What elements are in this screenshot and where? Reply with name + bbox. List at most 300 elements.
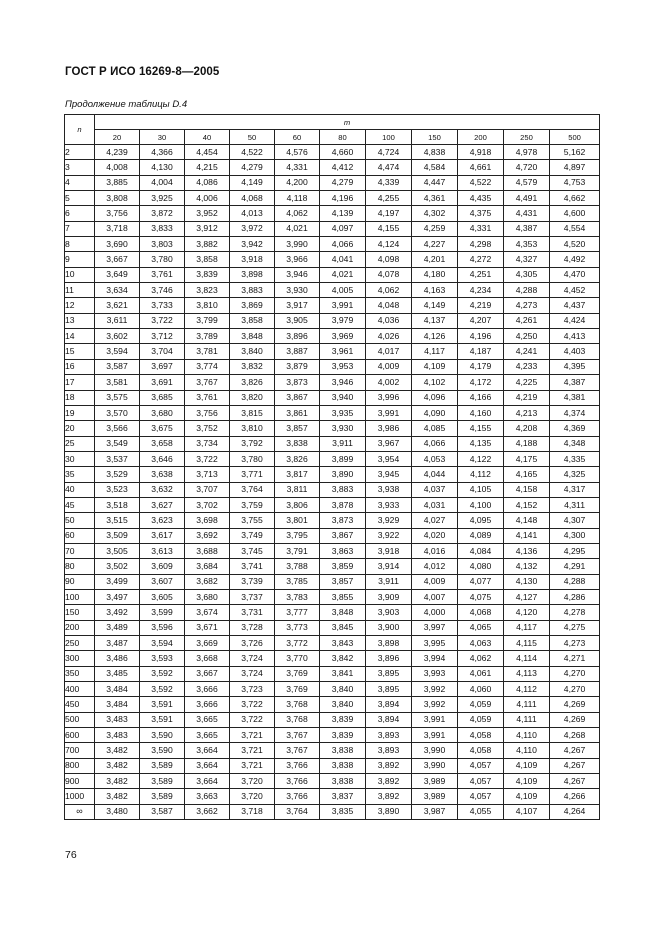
value-cell: 3,929 [366,513,412,528]
value-cell: 4,576 [275,145,320,160]
value-cell: 3,933 [366,497,412,512]
value-cell: 3,855 [320,589,366,604]
value-cell: 3,890 [320,467,366,482]
row-label-n: 350 [65,666,95,681]
value-cell: 3,702 [185,497,230,512]
table-row [65,497,600,512]
value-cell: 3,502 [95,559,140,574]
table-row [65,175,600,190]
value-cell: 3,722 [140,313,185,328]
value-cell: 3,911 [320,436,366,451]
value-cell: 3,801 [275,513,320,528]
value-cell: 4,275 [550,620,600,635]
value-cell: 3,737 [230,589,275,604]
value-cell: 3,587 [140,804,185,819]
column-header: 40 [185,130,230,145]
value-cell: 4,012 [412,559,458,574]
value-cell: 4,102 [412,375,458,390]
value-cell: 4,021 [275,221,320,236]
value-cell: 4,268 [550,728,600,743]
value-cell: 4,273 [550,636,600,651]
row-label-n: 50 [65,513,95,528]
value-cell: 4,097 [320,221,366,236]
value-cell: 4,127 [504,589,550,604]
value-cell: 4,661 [458,160,504,175]
value-cell: 3,788 [275,559,320,574]
value-cell: 4,058 [458,728,504,743]
value-cell: 3,766 [275,758,320,773]
value-cell: 3,724 [230,666,275,681]
value-cell: 4,137 [412,313,458,328]
value-cell: 3,720 [230,774,275,789]
value-cell: 3,485 [95,666,140,681]
value-cell: 3,722 [230,697,275,712]
value-cell: 3,890 [366,804,412,819]
table-body [65,145,600,820]
value-cell: 4,124 [366,237,412,252]
value-cell: 4,048 [366,298,412,313]
value-cell: 3,691 [140,375,185,390]
row-label-n: 80 [65,559,95,574]
value-cell: 3,667 [185,666,230,681]
row-label-n: 3 [65,160,95,175]
value-cell: 3,858 [230,313,275,328]
value-cell: 4,066 [412,436,458,451]
document-header: ГОСТ Р ИСО 16269-8—2005 [65,66,220,78]
value-cell: 4,250 [504,329,550,344]
table-row [65,513,600,528]
row-label-n: 250 [65,636,95,651]
value-cell: 4,305 [504,267,550,282]
table-row [65,421,600,436]
value-cell: 4,100 [458,497,504,512]
value-cell: 3,607 [140,574,185,589]
value-cell: 4,084 [458,543,504,558]
value-cell: 3,752 [185,421,230,436]
value-cell: 4,078 [366,267,412,282]
value-cell: 3,917 [275,298,320,313]
value-cell: 4,063 [458,636,504,651]
value-cell: 4,037 [412,482,458,497]
value-cell: 4,431 [504,206,550,221]
value-cell: 4,095 [458,513,504,528]
value-cell: 3,898 [230,267,275,282]
value-cell: 4,068 [458,605,504,620]
value-cell: 4,291 [550,559,600,574]
value-cell: 3,721 [230,728,275,743]
value-cell: 4,317 [550,482,600,497]
value-cell: 3,892 [366,774,412,789]
value-cell: 3,523 [95,482,140,497]
value-cell: 3,992 [412,682,458,697]
table-row [65,543,600,558]
value-cell: 4,117 [412,344,458,359]
value-cell: 3,925 [140,191,185,206]
value-cell: 3,692 [185,528,230,543]
value-cell: 4,130 [140,160,185,175]
value-cell: 3,909 [366,589,412,604]
value-cell: 3,587 [95,359,140,374]
value-cell: 3,663 [185,789,230,804]
value-cell: 3,783 [275,589,320,604]
value-cell: 4,273 [504,298,550,313]
row-label-n: 1000 [65,789,95,804]
value-cell: 4,158 [504,482,550,497]
value-cell: 3,726 [230,636,275,651]
value-cell: 3,734 [185,436,230,451]
value-cell: 3,482 [95,758,140,773]
value-cell: 4,288 [504,283,550,298]
value-cell: 3,499 [95,574,140,589]
value-cell: 4,002 [366,375,412,390]
value-cell: 4,175 [504,451,550,466]
value-cell: 3,766 [275,789,320,804]
value-cell: 3,658 [140,436,185,451]
value-cell: 4,208 [504,421,550,436]
value-cell: 4,118 [275,191,320,206]
value-cell: 4,061 [458,666,504,681]
value-cell: 3,993 [412,666,458,681]
value-cell: 3,873 [320,513,366,528]
value-cell: 4,044 [412,467,458,482]
value-cell: 3,665 [185,728,230,743]
column-header: 50 [230,130,275,145]
column-header: 500 [550,130,600,145]
table-row [65,329,600,344]
row-header-n: n [65,115,95,145]
value-cell: 4,020 [412,528,458,543]
value-cell: 3,497 [95,589,140,604]
value-cell: 3,749 [230,528,275,543]
value-cell: 3,990 [412,758,458,773]
row-label-n: 700 [65,743,95,758]
value-cell: 4,062 [458,651,504,666]
value-cell: 4,251 [458,267,504,282]
value-cell: 3,879 [275,359,320,374]
table-row [65,145,600,160]
value-cell: 3,774 [185,359,230,374]
value-cell: 4,017 [366,344,412,359]
value-cell: 3,707 [185,482,230,497]
row-label-n: 14 [65,329,95,344]
value-cell: 3,893 [366,728,412,743]
value-cell: 4,201 [412,252,458,267]
value-cell: 4,219 [504,390,550,405]
value-cell: 3,887 [275,344,320,359]
value-cell: 3,991 [412,712,458,727]
value-cell: 3,611 [95,313,140,328]
value-cell: 4,021 [320,267,366,282]
value-cell: 3,769 [275,666,320,681]
value-cell: 4,117 [504,620,550,635]
value-cell: 3,549 [95,436,140,451]
value-cell: 4,267 [550,758,600,773]
table-row [65,267,600,282]
value-cell: 3,966 [275,252,320,267]
column-header: 80 [320,130,366,145]
value-cell: 3,767 [275,743,320,758]
table-row [65,651,600,666]
table-row [65,405,600,420]
value-cell: 3,789 [185,329,230,344]
value-cell: 3,938 [366,482,412,497]
value-cell: 4,098 [366,252,412,267]
value-cell: 3,992 [412,697,458,712]
value-cell: 3,873 [275,375,320,390]
value-cell: 3,646 [140,451,185,466]
value-cell: 3,832 [230,359,275,374]
row-label-n: 6 [65,206,95,221]
table-row [65,298,600,313]
row-label-n: 300 [65,651,95,666]
table-row [65,589,600,604]
value-cell: 3,922 [366,528,412,543]
value-cell: 4,130 [504,574,550,589]
value-cell: 4,105 [458,482,504,497]
value-cell: 4,241 [504,344,550,359]
value-cell: 4,068 [230,191,275,206]
value-cell: 3,570 [95,405,140,420]
value-cell: 3,489 [95,620,140,635]
value-cell: 3,724 [230,651,275,666]
row-label-n: 20 [65,421,95,436]
value-cell: 4,279 [230,160,275,175]
value-cell: 4,135 [458,436,504,451]
value-cell: 4,348 [550,436,600,451]
value-cell: 3,537 [95,451,140,466]
value-cell: 4,269 [550,712,600,727]
value-cell: 4,114 [504,651,550,666]
value-cell: 4,331 [275,160,320,175]
value-cell: 4,107 [504,804,550,819]
value-cell: 3,680 [185,589,230,604]
value-cell: 4,325 [550,467,600,482]
value-cell: 3,996 [366,390,412,405]
table-row [65,743,600,758]
value-cell: 3,667 [95,252,140,267]
value-cell: 3,487 [95,636,140,651]
value-cell: 3,767 [185,375,230,390]
value-cell: 3,841 [320,666,366,681]
row-label-n: 90 [65,574,95,589]
value-cell: 3,674 [185,605,230,620]
value-cell: 4,335 [550,451,600,466]
value-cell: 4,491 [504,191,550,206]
value-cell: 4,062 [366,283,412,298]
row-label-n: 12 [65,298,95,313]
value-cell: 4,132 [504,559,550,574]
value-cell: 4,239 [95,145,140,160]
value-cell: 3,682 [185,574,230,589]
value-cell: 3,990 [275,237,320,252]
value-cell: 3,756 [185,405,230,420]
value-cell: 4,522 [230,145,275,160]
value-cell: 3,591 [140,712,185,727]
value-cell: 3,768 [275,697,320,712]
value-cell: 4,219 [458,298,504,313]
column-header: 100 [366,130,412,145]
value-cell: 3,492 [95,605,140,620]
value-cell: 4,109 [504,774,550,789]
value-cell: 3,759 [230,497,275,512]
value-cell: 3,867 [320,528,366,543]
value-cell: 3,882 [185,237,230,252]
value-cell: 3,594 [140,636,185,651]
value-cell: 4,016 [412,543,458,558]
row-label-n: 18 [65,390,95,405]
row-label-n: 45 [65,497,95,512]
row-label-n: 900 [65,774,95,789]
value-cell: 3,838 [275,436,320,451]
value-cell: 3,991 [412,728,458,743]
value-cell: 4,660 [320,145,366,160]
value-cell: 3,942 [230,237,275,252]
value-cell: 3,961 [320,344,366,359]
value-cell: 3,918 [230,252,275,267]
value-cell: 3,575 [95,390,140,405]
value-cell: 4,435 [458,191,504,206]
value-cell: 3,721 [230,743,275,758]
value-cell: 3,833 [140,221,185,236]
value-cell: 4,041 [320,252,366,267]
value-cell: 3,632 [140,482,185,497]
value-cell: 4,027 [412,513,458,528]
value-cell: 3,664 [185,774,230,789]
value-cell: 4,085 [412,421,458,436]
row-label-n: 7 [65,221,95,236]
value-cell: 3,894 [366,697,412,712]
value-cell: 3,589 [140,789,185,804]
value-cell: 4,109 [504,789,550,804]
value-cell: 3,780 [230,451,275,466]
value-cell: 3,989 [412,774,458,789]
column-header: 150 [412,130,458,145]
value-cell: 3,589 [140,774,185,789]
value-cell: 4,096 [412,390,458,405]
value-cell: 4,077 [458,574,504,589]
value-cell: 3,484 [95,682,140,697]
value-cell: 4,579 [504,175,550,190]
column-header: 30 [140,130,185,145]
value-cell: 3,991 [320,298,366,313]
value-cell: 3,946 [275,267,320,282]
value-cell: 4,172 [458,375,504,390]
value-cell: 3,690 [95,237,140,252]
value-cell: 4,554 [550,221,600,236]
value-cell: 3,593 [140,651,185,666]
value-cell: 3,591 [140,697,185,712]
value-cell: 4,163 [412,283,458,298]
row-label-n: ∞ [65,804,95,819]
value-cell: 3,668 [185,651,230,666]
value-cell: 3,806 [275,497,320,512]
value-cell: 3,867 [275,390,320,405]
row-label-n: 200 [65,620,95,635]
value-cell: 4,492 [550,252,600,267]
value-cell: 3,885 [95,175,140,190]
column-header: 200 [458,130,504,145]
table-caption: Продолжение таблицы D.4 [65,99,188,110]
header-row-group [65,115,600,130]
value-cell: 3,792 [230,436,275,451]
value-cell: 4,196 [458,329,504,344]
value-cell: 4,361 [412,191,458,206]
value-cell: 3,697 [140,359,185,374]
row-label-n: 35 [65,467,95,482]
value-cell: 4,662 [550,191,600,206]
value-cell: 4,075 [458,589,504,604]
value-cell: 3,698 [185,513,230,528]
value-cell: 3,799 [185,313,230,328]
value-cell: 4,009 [366,359,412,374]
value-cell: 3,912 [185,221,230,236]
value-cell: 4,111 [504,712,550,727]
value-cell: 3,665 [185,712,230,727]
value-cell: 3,515 [95,513,140,528]
value-cell: 3,590 [140,728,185,743]
value-cell: 3,666 [185,682,230,697]
value-cell: 4,112 [458,467,504,482]
table-row [65,574,600,589]
value-cell: 4,270 [550,682,600,697]
row-label-n: 5 [65,191,95,206]
value-cell: 3,837 [320,789,366,804]
row-label-n: 2 [65,145,95,160]
row-label-n: 40 [65,482,95,497]
value-cell: 3,940 [320,390,366,405]
value-cell: 4,259 [412,221,458,236]
value-cell: 4,838 [412,145,458,160]
value-cell: 4,148 [504,513,550,528]
value-cell: 3,509 [95,528,140,543]
value-cell: 3,808 [95,191,140,206]
value-cell: 4,122 [458,451,504,466]
value-cell: 4,112 [504,682,550,697]
value-cell: 4,036 [366,313,412,328]
value-cell: 3,863 [320,543,366,558]
column-header: 20 [95,130,140,145]
value-cell: 4,295 [550,543,600,558]
value-cell: 3,739 [230,574,275,589]
table-row [65,605,600,620]
value-cell: 3,771 [230,467,275,482]
value-cell: 3,482 [95,774,140,789]
column-header: 60 [275,130,320,145]
value-cell: 3,953 [320,359,366,374]
value-cell: 3,623 [140,513,185,528]
value-cell: 3,785 [275,574,320,589]
value-cell: 3,872 [140,206,185,221]
value-cell: 4,149 [412,298,458,313]
value-cell: 4,058 [458,743,504,758]
value-cell: 3,861 [275,405,320,420]
value-cell: 4,188 [504,436,550,451]
value-cell: 3,838 [320,743,366,758]
value-cell: 3,894 [366,712,412,727]
value-cell: 3,826 [275,451,320,466]
value-cell: 4,065 [458,620,504,635]
value-cell: 3,662 [185,804,230,819]
value-cell: 4,395 [550,359,600,374]
row-label-n: 13 [65,313,95,328]
table-row [65,451,600,466]
value-cell: 4,374 [550,405,600,420]
value-cell: 3,764 [275,804,320,819]
value-cell: 3,911 [366,574,412,589]
value-cell: 4,233 [504,359,550,374]
table-row [65,252,600,267]
value-cell: 3,768 [275,712,320,727]
